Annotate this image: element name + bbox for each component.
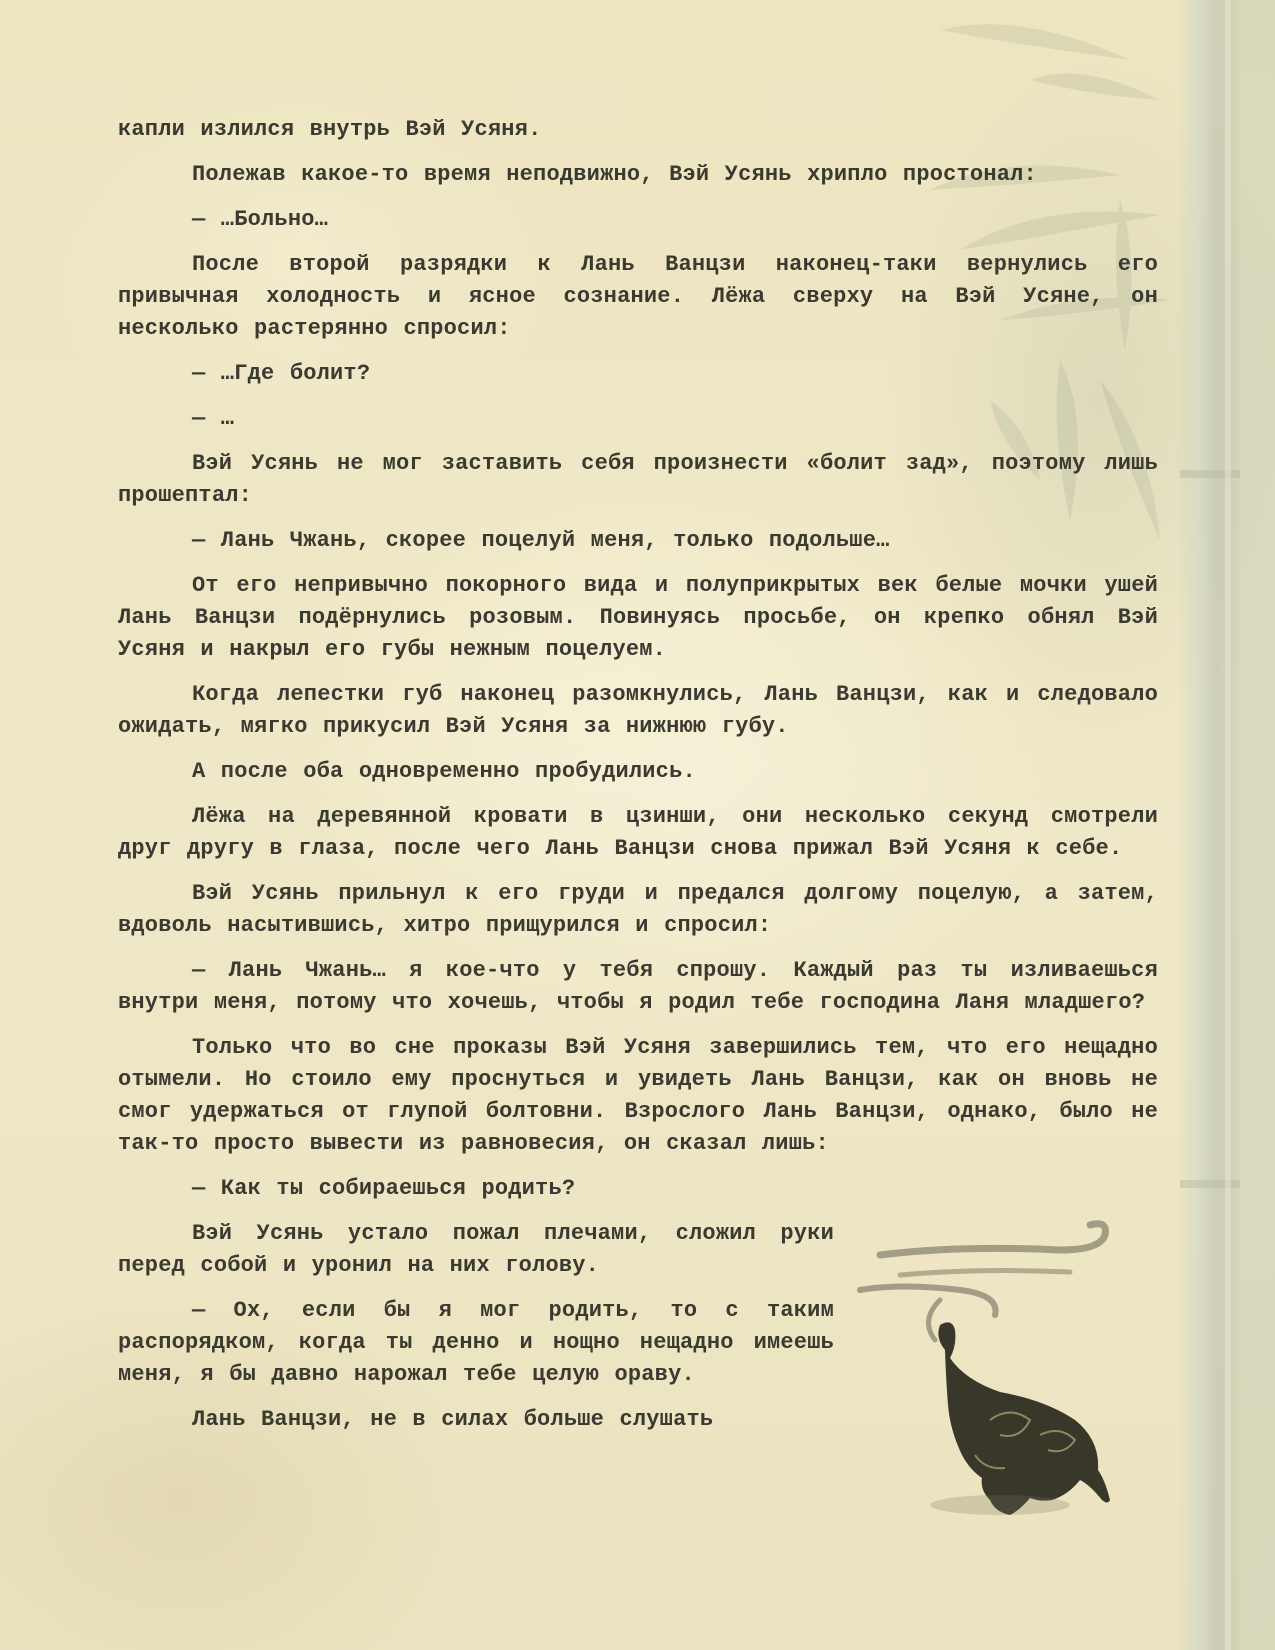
paragraph: Когда лепестки губ наконец разомкнулись, Лань Ванцзи, как и следовало ожидать, мягко прикусил Вэй Усяня за нижнюю губу.	[118, 682, 1158, 739]
paragraph: — Лань Чжань… я кое-что у тебя спрошу. Каждый раз ты изливаешься внутри меня, потому что хочешь, чтобы я родил тебе господина Ланя младшего?	[118, 958, 1158, 1015]
paragraph: Лань Ванцзи, не в силах больше слушать	[192, 1407, 714, 1432]
bamboo-stalks-decoration	[1178, 0, 1275, 1650]
paragraph: — …Где болит?	[192, 361, 371, 386]
paragraph: — …Больно…	[192, 207, 329, 232]
paragraph: Вэй Усянь не мог заставить себя произнести «болит зад», поэтому лишь прошептал:	[118, 451, 1158, 508]
paragraph: Вэй Усянь прильнул к его груди и предался долгому поцелую, а затем, вдоволь насытившись, хитро прищурился и спросил:	[118, 881, 1158, 938]
paragraph: — Лань Чжань, скорее поцелуй меня, только подольше…	[192, 528, 890, 553]
paragraph: От его непривычно покорного вида и полуприкрытых век белые мочки ушей Лань Ванцзи подёрнулись розовым. Повинуясь просьбе, он крепко обнял Вэй Усяня и накрыл его губы нежным поцелуем.	[118, 573, 1158, 662]
paragraph: После второй разрядки к Лань Ванцзи наконец-таки вернулись его привычная холодность и ясное сознание. Лёжа сверху на Вэй Усяне, он несколько растерянно спросил:	[118, 252, 1158, 341]
paragraph: Только что во сне проказы Вэй Усяня завершились тем, что его нещадно отымели. Но стоило ему проснуться и увидеть Лань Ванцзи, как он вновь не смог удержаться от глупой болтовни. Взрослого Лань Ванцзи, однако, было не так-то просто вывести из равновесия, он сказал лишь:	[118, 1035, 1158, 1156]
paragraph: капли излился внутрь Вэй Усяня.	[118, 117, 542, 142]
paragraph: А после оба одновременно пробудились.	[192, 759, 696, 784]
paragraph: — …	[192, 406, 235, 431]
paragraph: Лёжа на деревянной кровати в цзинши, они несколько секунд смотрели друг другу в глаза, после чего Лань Ванцзи снова прижал Вэй Усяня к себе.	[118, 804, 1158, 861]
paragraph: — Как ты собираешься родить?	[192, 1176, 576, 1201]
paragraph: — Ох, если бы я мог родить, то с таким распорядком, когда ты денно и нощно нещадно имеешь меня, я бы давно нарожал тебе целую ораву.	[118, 1298, 834, 1387]
text-column	[118, 114, 1158, 1449]
paragraph: Полежав какое-то время неподвижно, Вэй Усянь хрипло простонал:	[192, 162, 1037, 187]
paragraph: Вэй Усянь устало пожал плечами, сложил руки перед собой и уронил на них голову.	[118, 1221, 834, 1278]
